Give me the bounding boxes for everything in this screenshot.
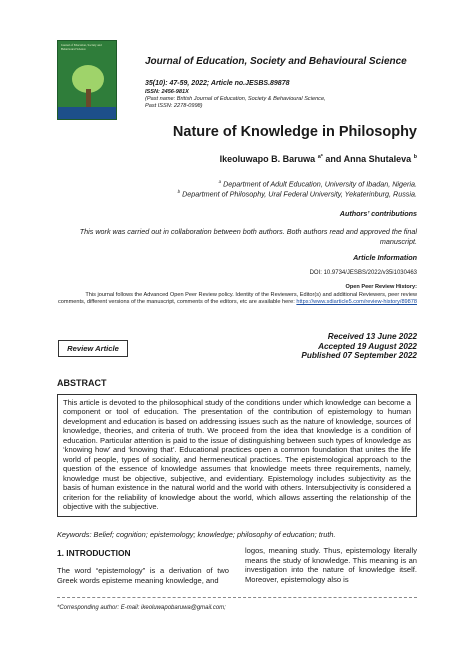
tree-trunk-shape	[86, 89, 91, 107]
peer-review-heading: Open Peer Review History:	[345, 284, 417, 290]
author-marker: a*	[317, 154, 323, 160]
journal-cover-image	[57, 40, 117, 120]
corresponding-author-footnote: *Corresponding author: E-mail: ikeoluwapobaruwa@gmail.com;	[57, 605, 226, 611]
date-received: Received 13 June 2022	[327, 332, 417, 341]
article-title: Nature of Knowledge in Philosophy	[172, 124, 417, 140]
peer-review-link[interactable]: https://www.sdiarticle5.com/review-history/89878	[296, 299, 417, 305]
doi: DOI: 10.9734/JESBS/2022/v35i1030463	[309, 270, 417, 276]
peer-review-text	[57, 292, 417, 306]
cover-band	[58, 107, 117, 120]
footnote-divider	[57, 597, 417, 598]
article-type-badge: Review Article	[58, 340, 128, 357]
body-column-right: logos, meaning study. Thus, epistemology literally means the study of knowledge. This meaning is an investigation into the nature of knowledge itself. Moreover, epistemology also is	[245, 546, 417, 584]
affiliation-marker: b	[177, 189, 181, 194]
affiliation	[219, 179, 417, 188]
affiliation-text: Department of Philosophy, Ural Federal University, Yekaterinburg, Russia.	[180, 189, 417, 199]
journal-past-name-line2: Past ISSN: 2278-0998)	[145, 103, 203, 109]
journal-issn: ISSN: 2456-981X	[145, 89, 189, 95]
abstract-heading: ABSTRACT	[57, 378, 107, 388]
journal-past-name-line1: (Past name: British Journal of Education, Society & Behavioural Science,	[145, 96, 326, 102]
cover-title: Journal of Education, Society and Behavioural Science	[61, 43, 102, 51]
article-info-heading: Article Information	[353, 253, 417, 262]
affiliation-marker: a	[218, 179, 222, 184]
author-joiner: and	[322, 154, 344, 164]
section-heading: 1. INTRODUCTION	[57, 548, 131, 558]
author-list	[220, 154, 417, 164]
journal-citation: 35(10): 47-59, 2022; Article no.JESBS.89878	[145, 80, 290, 87]
journal-title: Journal of Education, Society and Behavioural Science	[145, 56, 407, 67]
author-marker: b	[413, 154, 417, 160]
abstract-text: This article is devoted to the philosophical study of the conditions under which knowledge can become a component or tool of education. The presentation of the contribution of epistemology to human development and education is based on addressing issues such as the nature of knowledge, sources of knowledge, theories, and criteria of truth. We proceed from the idea that knowledge is a condition of education. Particular attention is paid to the issue of distinguishing between such types of knowledge as ‘knowing how’ and ‘knowing that’. Educational practices open a common foundation that unites the life world of people, types of sociality, and hermeneutical practices. The epistemological approach to the question of the essence of knowledge assumes that knowledge meets three requirements, namely, knowledge must be objective, subjective, and evidentiary. Epistemology includes subjectivity as the basis of human existence in the natural world and the world with others. Intersubjectivity is considered a criterion for the reliability of knowledge about the world, which allows asserting the relationship of the objective with the subjective.	[57, 394, 417, 517]
affiliation-text: Department of Adult Education, University of Ibadan, Nigeria.	[221, 179, 417, 189]
author-name: Anna Shutaleva	[343, 154, 412, 164]
peer-review-body: This journal follows the Advanced Open Peer Review policy. Identity of the Reviewers, Editor(s) and additional Reviewers, peer review comments, different versions of the manuscript, comments of the editors, etc are available here:	[58, 292, 417, 305]
author-name: Ikeoluwapo B. Baruwa	[219, 154, 316, 164]
body-column-left: The word “epistemology” is a derivation of two Greek words episteme meaning knowledge, and	[57, 566, 229, 585]
contributions-text: This work was carried out in collaboration between both authors. Both authors read and approved the final manuscript.	[79, 227, 417, 246]
keywords: Keywords: Belief; cognition; epistemology; knowledge; philosophy of education; truth.	[57, 530, 336, 539]
date-accepted: Accepted 19 August 2022	[318, 342, 417, 351]
affiliation	[178, 189, 417, 198]
date-published: Published 07 September 2022	[301, 351, 417, 360]
contributions-heading: Authors’ contributions	[339, 209, 417, 218]
